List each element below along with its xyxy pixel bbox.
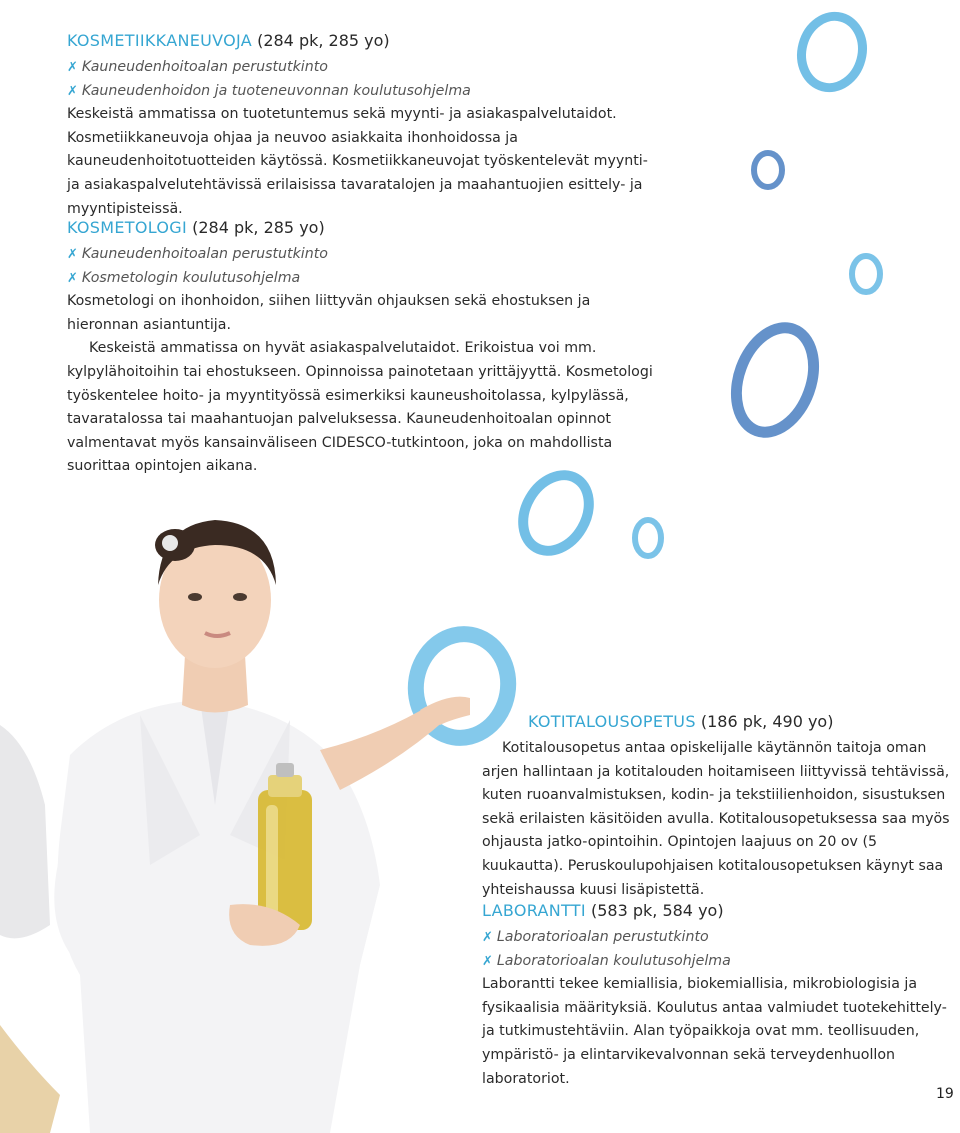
section-kosmetiikkaneuvoja [67, 30, 657, 221]
program-label: Laboratorioalan perustutkinto [496, 929, 709, 945]
cross-icon: ✗ [67, 247, 78, 262]
bubble-3 [852, 256, 880, 292]
description-paragraph: Kosmetologi on ihonhoidon, siihen liittyvän ohjauksen sekä ehostuksen ja hieronnan asiantuntija. [67, 293, 591, 333]
program-item [67, 56, 657, 80]
occupation-counts: (583 pk, 584 yo) [590, 901, 724, 920]
bubble-6 [635, 520, 661, 556]
section-kosmetologi [67, 217, 657, 479]
occupation-title: KOTITALOUSOPETUS [528, 712, 696, 731]
section-kotitalousopetus [482, 711, 960, 902]
description-paragraph: Kotitalousopetus antaa opiskelijalle käytännön taitoja oman arjen hallintaan ja kotitalouden hoitamiseen liittyvissä tehtävissä, kuten ruoanvalmistuksen, kodin- ja tekstiilienhoidon, sisustuksen sekä erilaisten käsitöiden avulla. Kotitalousopetuksessa saa myös ohjausta jatko-opintoihin. Opintojen laajuus on 20 ov (5 kuukautta). Peruskoulupohjaisen kotitalousopetuksen käynyt saa yhteishaussa kuusi lisäpistettä. [482, 740, 950, 898]
program-label: Kosmetologin koulutusohjelma [81, 269, 301, 286]
section-heading [528, 711, 960, 733]
section-heading [482, 900, 960, 922]
description-paragraph: Keskeistä ammatissa on hyvät asiakaspalvelutaidot. Erikoistua voi mm. kylpylähoitoihin tai ehostukseen. Opinnoissa painotetaan yrittäjyyttä. Kosmetologi työskentelee hoito- ja myyntityössä esimerkiksi kauneushoitolassa, kylpylässä, tavaratalossa tai maahantuojan palveluksessa. Kauneudenhoitoalan opinnot valmentavat myös kansainväliseen CIDESCO-tutkintoon, joka on mahdollista suorittaa opintojen aikana. [67, 340, 653, 475]
description-paragraph: Keskeistä ammatissa on tuotetuntemus sekä myynti- ja asiakaspalvelutaidot. Kosmetiikkaneuvoja ohjaa ja neuvoo asiakkaita ihonhoidossa ja kauneudenhoitotuotteiden käytössä. Kosmetiikkaneuvojat työskentelevät myynti- ja asiakaspalvelutehtävissä erilaisissa tavaratalojen ja maahantuojien esittely- ja myyntipisteissä. [67, 106, 648, 217]
program-label: Laboratorioalan koulutusohjelma [496, 952, 731, 969]
program-item [67, 80, 657, 104]
program-item [482, 950, 960, 974]
occupation-counts: (186 pk, 490 yo) [700, 712, 834, 731]
cross-icon: ✗ [482, 953, 493, 969]
occupation-title: KOSMETOLOGI [67, 218, 188, 237]
program-label: Kauneudenhoitoalan perustutkinto [81, 246, 328, 262]
program-label: Kauneudenhoidon ja tuoteneuvonnan koulutusohjelma [81, 82, 471, 99]
section-heading [67, 30, 657, 52]
occupation-counts: (284 pk, 285 yo) [192, 218, 325, 237]
description-paragraph: Laborantti tekee kemiallisia, biokemiallisia, mikrobiologisia ja fysikaalisia määrityksiä. Koulutus antaa valmiudet tuotekehittely- ja tutkimustehtäviin. Alan työpaikkoja ovat mm. teollisuuden, ympäristö- ja elintarvikevalvonnan sekä terveydenhuollon laboratoriot. [482, 976, 947, 1087]
program-item [67, 243, 657, 267]
bubble-1 [794, 9, 871, 94]
occupation-title: LABORANTTI [482, 901, 586, 920]
occupation-counts: (284 pk, 285 yo) [257, 31, 390, 50]
occupation-title: KOSMETIIKKANEUVOJA [67, 31, 252, 50]
woman-figure-illustration [0, 505, 470, 1133]
section-heading [67, 217, 657, 239]
program-item [482, 926, 960, 950]
cross-icon: ✗ [482, 930, 493, 945]
bubble-4 [723, 317, 828, 443]
page-number: 19 [936, 1086, 954, 1102]
cross-icon: ✗ [67, 83, 78, 99]
cross-icon: ✗ [67, 60, 78, 75]
section-laborantti [482, 900, 960, 1091]
program-item [67, 267, 657, 291]
program-label: Kauneudenhoitoalan perustutkinto [81, 59, 328, 75]
cross-icon: ✗ [67, 270, 78, 286]
bubble-2 [754, 153, 782, 187]
